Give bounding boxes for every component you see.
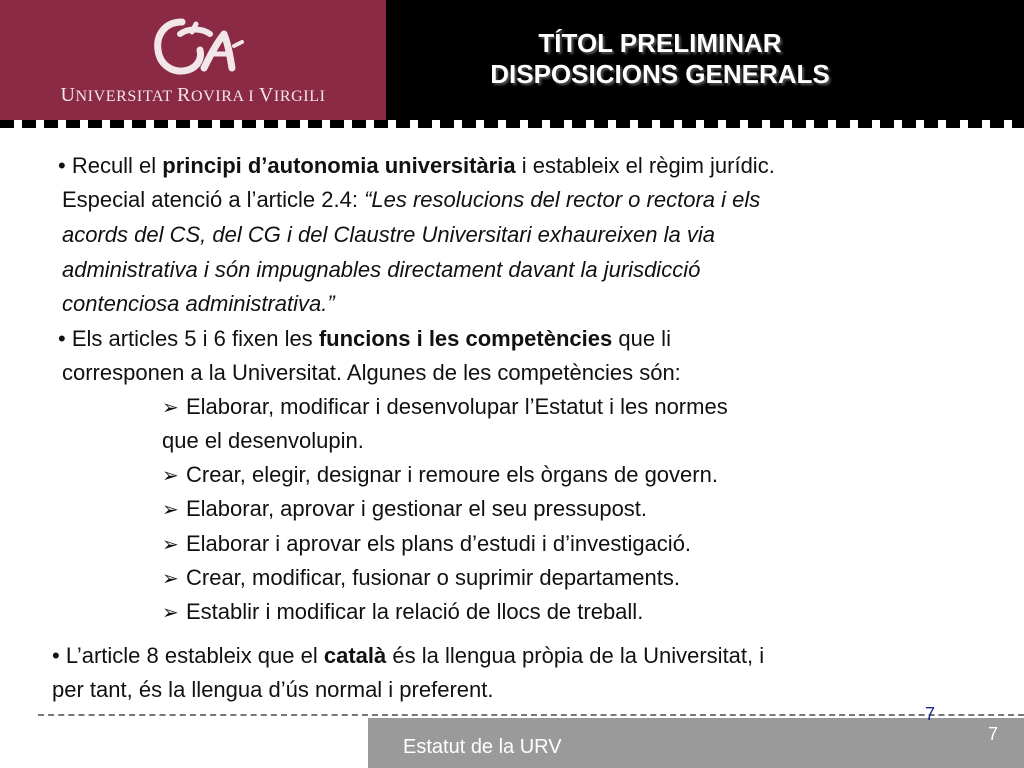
arrow-bullet-icon: ➢ [162, 534, 179, 556]
competency-item-3 [162, 495, 647, 524]
competency-text: Crear, modificar, fusionar o suprimir departaments. [186, 565, 680, 590]
p3-bold-term: català [323, 643, 387, 668]
arrow-bullet-icon: ➢ [162, 397, 179, 419]
competency-text: Crear, elegir, designar i remoure els òrgans de govern. [186, 462, 718, 487]
arrow-bullet-icon: ➢ [162, 499, 179, 521]
p1-text-a: • Recull el [58, 153, 163, 178]
competency-item-1 [162, 393, 728, 422]
p3-text-c: és la llengua pròpia de la Universitat, i [386, 643, 765, 668]
university-name-initial-u: U [60, 84, 76, 106]
competency-item-1-continued [162, 427, 364, 455]
paragraph-1-line-3 [62, 221, 715, 249]
footer-divider-left [38, 714, 368, 716]
competency-text: Elaborar, aprovar i gestionar el seu pressupost. [186, 496, 648, 521]
p2-text-a: • Els articles 5 i 6 fixen les [58, 326, 319, 351]
paragraph-1-line-5 [62, 290, 335, 318]
page-number-overlay: 7 [925, 704, 936, 724]
p2-text-c: que li [612, 326, 671, 351]
paragraph-1-line-4 [62, 256, 700, 284]
arrow-bullet-icon: ➢ [162, 602, 179, 624]
paragraph-2-line-1 [58, 325, 671, 353]
paragraph-1-line-1 [58, 152, 775, 180]
footer-label: Estatut de la URV [403, 736, 562, 758]
university-name-initial-r: R [177, 84, 191, 106]
p1-l5-quote: contenciosa administrativa.” [62, 291, 335, 316]
university-name-part-2: OVIRA I [190, 88, 259, 105]
competency-text: Elaborar, modificar i desenvolupar l’Estatut i les normes [186, 394, 728, 419]
competency-text: que el desenvolupin. [162, 428, 364, 453]
page-number: 7 [988, 724, 999, 744]
paragraph-3-line-2 [52, 676, 493, 704]
university-name-part-1: NIVERSITAT [75, 88, 177, 105]
competency-item-4 [162, 530, 691, 559]
paragraph-2-line-2 [62, 359, 681, 387]
university-logo-panel [0, 0, 386, 120]
p1-l3-quote: acords del CS, del CG i del Claustre Universitari exhaureixen la via [62, 222, 715, 247]
p2-bold-term: funcions i les competències [318, 326, 613, 351]
university-name [0, 84, 386, 107]
university-name-part-3: IRGILI [273, 88, 326, 105]
university-logo-icon [152, 14, 248, 80]
arrow-bullet-icon: ➢ [162, 568, 179, 590]
paragraph-1-line-2 [62, 186, 760, 214]
p3-text-a: • L’article 8 estableix que el [52, 643, 324, 668]
competency-text: Establir i modificar la relació de llocs de treball. [186, 599, 644, 624]
slide-header [0, 0, 1024, 128]
p1-bold-term: principi d’autonomia universitària [162, 153, 516, 178]
p1-l4-quote: administrativa i són impugnables directament davant la jurisdicció [62, 257, 701, 282]
slide-title-line-1: TÍTOL PRELIMINAR [538, 28, 782, 58]
p2-l2-text: corresponen a la Universitat. Algunes de les competències són: [62, 360, 681, 385]
competency-text: Elaborar i aprovar els plans d’estudi i d’investigació. [186, 531, 692, 556]
p1-l2-quote: “Les resolucions del rector o rectora i els [364, 187, 761, 212]
competency-item-2 [162, 461, 718, 490]
paragraph-3-line-1 [52, 642, 764, 670]
competency-item-6 [162, 598, 643, 627]
arrow-bullet-icon: ➢ [162, 465, 179, 487]
competency-item-5 [162, 564, 680, 593]
p1-text-c: i estableix el règim jurídic. [515, 153, 775, 178]
header-dashed-strip [0, 120, 1024, 128]
p1-l2-text: Especial atenció a l’article 2.4: [62, 187, 365, 212]
university-name-initial-v: V [258, 84, 274, 106]
slide-title [386, 28, 934, 90]
slide-title-line-2: DISPOSICIONS GENERALS [490, 59, 830, 89]
p3-l2-text: per tant, és la llengua d’ús normal i preferent. [52, 677, 494, 702]
